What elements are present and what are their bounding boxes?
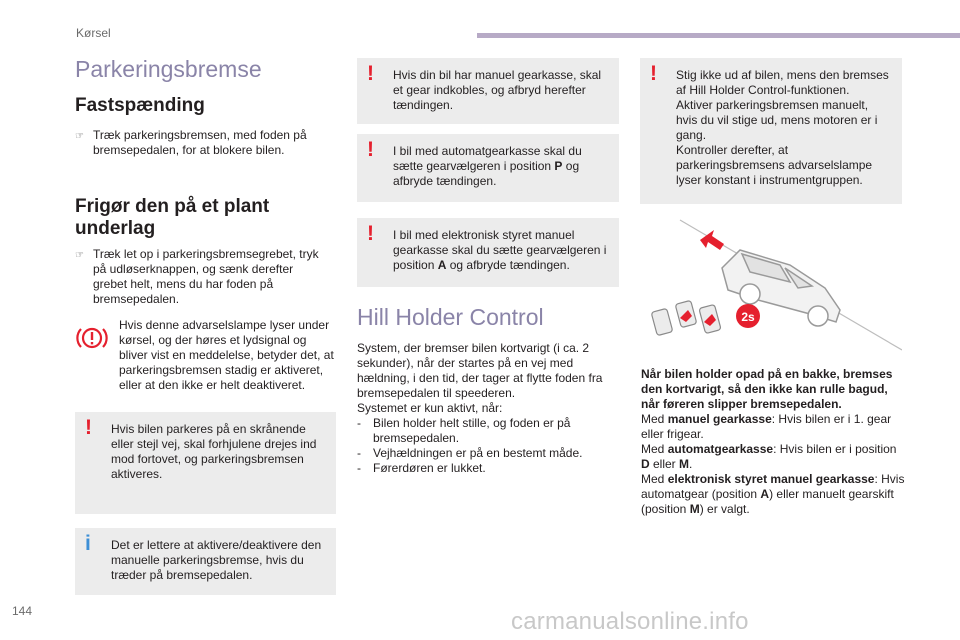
section-bar	[477, 33, 960, 38]
brake-warning-lamp-icon	[75, 318, 119, 393]
caption-automatic: Med automatgearkasse: Hvis bilen er i position D eller M.	[641, 442, 897, 471]
info-text: Det er lettere at aktivere/deaktivere den manuelle parkeringsbremse, hvis du træder på bremsepedalen.	[111, 538, 322, 582]
condition-item: - Bilen holder helt stille, og foden er på bremsepedalen.	[357, 416, 571, 445]
warning-box-automatic	[357, 134, 619, 202]
illus-label: 2s	[741, 310, 755, 324]
watermark: carmanualsonline.info	[511, 608, 749, 635]
info-icon: i	[85, 532, 91, 555]
caption-electronic: Med elektronisk styret manuel gearkasse: Hvis automatgear (position A) eller manuelt gearskift (position M) er valgt.	[641, 472, 905, 516]
caption-manual: Med manuel gearkasse: Hvis bilen er i 1. gear eller frigear.	[641, 412, 892, 441]
page-title: Parkeringsbremse	[75, 56, 262, 82]
bullet-marker-icon: ☞	[75, 250, 84, 261]
hill-active-when: Systemet er kun aktivt, når:	[357, 401, 503, 415]
bullet-frigor	[75, 247, 330, 307]
warning-icon: !	[85, 416, 92, 439]
caption-intro: Når bilen holder opad på en bakke, bremses den kortvarigt, så den ikke kan rulle bagud, når føreren slipper bremsepedalen.	[641, 367, 893, 411]
info-box-pedal	[75, 528, 336, 595]
hill-holder-caption	[641, 367, 906, 517]
condition-item: - Vejhældningen er på en bestemt måde.	[357, 446, 583, 460]
hill-intro: System, der bremser bilen kortvarigt (i ca. 2 sekunder), når der startes på en vej med hældning, i den tid, der tager at flytte foden fra bremsepedalen til speederen.	[357, 341, 603, 400]
warning-box-manual	[357, 58, 619, 124]
heading-fastspaending: Fastspænding	[75, 95, 205, 116]
warning-icon: !	[367, 222, 374, 245]
bullet-fastspaending	[75, 128, 330, 158]
warning-icon: !	[650, 62, 657, 85]
heading-frigor: Frigør den på et plant underlag	[75, 196, 270, 239]
section-label: Kørsel	[76, 26, 111, 40]
hill-holder-illustration	[640, 210, 902, 360]
warning-text: Stig ikke ud af bilen, mens den bremses af Hill Holder Control-funktionen. Aktiver parkeringsbremsen manuelt, hvis du vil stige ud, mens motoren er i gang. Kontroller derefter, at parkeringsbremsens advarselslampe lyser konstant i instrumentgruppen.	[676, 68, 889, 187]
bullet-marker-icon: ☞	[75, 131, 84, 142]
warning-box-slope	[75, 412, 336, 514]
warning-icon: !	[367, 62, 374, 85]
warning-box-electronic	[357, 218, 619, 287]
warning-text: I bil med automatgearkasse skal du sætte gearvælgeren i position P og afbryde tændingen.	[393, 144, 582, 188]
page-number: 144	[12, 604, 33, 618]
condition-item: - Førerdøren er lukket.	[357, 461, 486, 475]
hill-holder-title: Hill Holder Control	[357, 304, 544, 330]
warning-lamp-note	[75, 318, 335, 393]
warning-text: I bil med elektronisk styret manuel gearkasse skal du sætte gearvælgeren i position A og afbryde tændingen.	[393, 228, 607, 272]
warning-icon: !	[367, 138, 374, 161]
bullet-text: Træk parkeringsbremsen, med foden på bremsepedalen, for at blokere bilen.	[93, 128, 307, 157]
warning-text: Hvis din bil har manuel gearkasse, skal et gear indkobles, og afbryd herefter tændingen.	[393, 68, 602, 112]
lamp-text: Hvis denne advarselslampe lyser under kørsel, og der høres et lydsignal og bliver vist en meddelelse, betyder det, at parkeringsbremsen stadig er aktiveret, eller at den ikke er helt deaktiveret.	[119, 318, 334, 392]
warning-box-hill-holder	[640, 58, 902, 204]
hill-holder-description	[357, 341, 622, 476]
warning-text: Hvis bilen parkeres på en skrånende eller stejl vej, skal forhjulene drejes ind mod fortovet, og parkeringsbremsen aktiveres.	[111, 422, 317, 481]
bullet-text: Træk let op i parkeringsbremsegrebet, tryk på udløserknappen, og sænk derefter grebet helt, mens du har foden på bremsepedalen.	[93, 247, 319, 306]
